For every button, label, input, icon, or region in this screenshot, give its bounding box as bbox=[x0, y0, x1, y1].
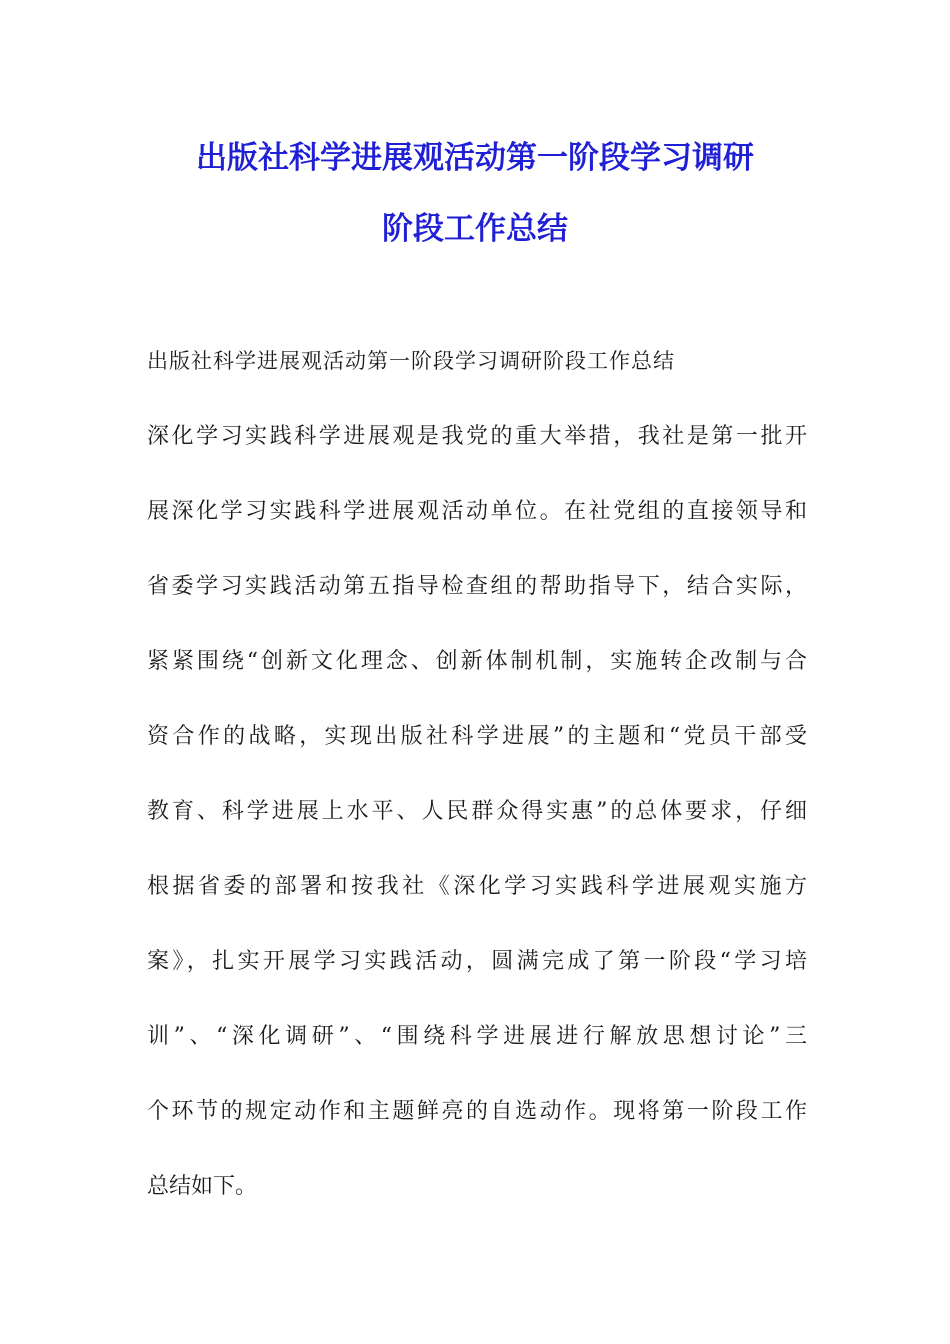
body-line: 案》，扎实开展学习实践活动，圆满完成了第一阶段“学习培 bbox=[147, 949, 807, 974]
body-line: 展深化学习实践科学进展观活动单位。在社党组的直接领导和 bbox=[147, 499, 807, 524]
body-line: 紧紧围绕“创新文化理念、创新体制机制，实施转企改制与合 bbox=[147, 649, 807, 674]
body-line: 深化学习实践科学进展观是我党的重大举措，我社是第一批开 bbox=[147, 424, 807, 449]
body-line: 省委学习实践活动第五指导检查组的帮助指导下，结合实际， bbox=[147, 574, 807, 599]
body-line: 个环节的规定动作和主题鲜亮的自选动作。现将第一阶段工作 bbox=[147, 1099, 807, 1124]
body-line: 资合作的战略，实现出版社科学进展”的主题和“党员干部受 bbox=[147, 724, 807, 749]
body-line: 教育、科学进展上水平、人民群众得实惠”的总体要求，仔细 bbox=[147, 799, 807, 824]
document-title-line-1: 出版社科学进展观活动第一阶段学习调研 bbox=[196, 140, 754, 176]
body-line: 总结如下。 bbox=[147, 1174, 258, 1199]
body-line: 训”、“深化调研”、“围绕科学进展进行解放思想讨论”三 bbox=[147, 1024, 807, 1049]
document-title-line-2: 阶段工作总结 bbox=[382, 211, 568, 247]
body-line: 根据省委的部署和按我社《深化学习实践科学进展观实施方 bbox=[147, 874, 807, 899]
document-subtitle: 出版社科学进展观活动第一阶段学习调研阶段工作总结 bbox=[147, 349, 675, 373]
